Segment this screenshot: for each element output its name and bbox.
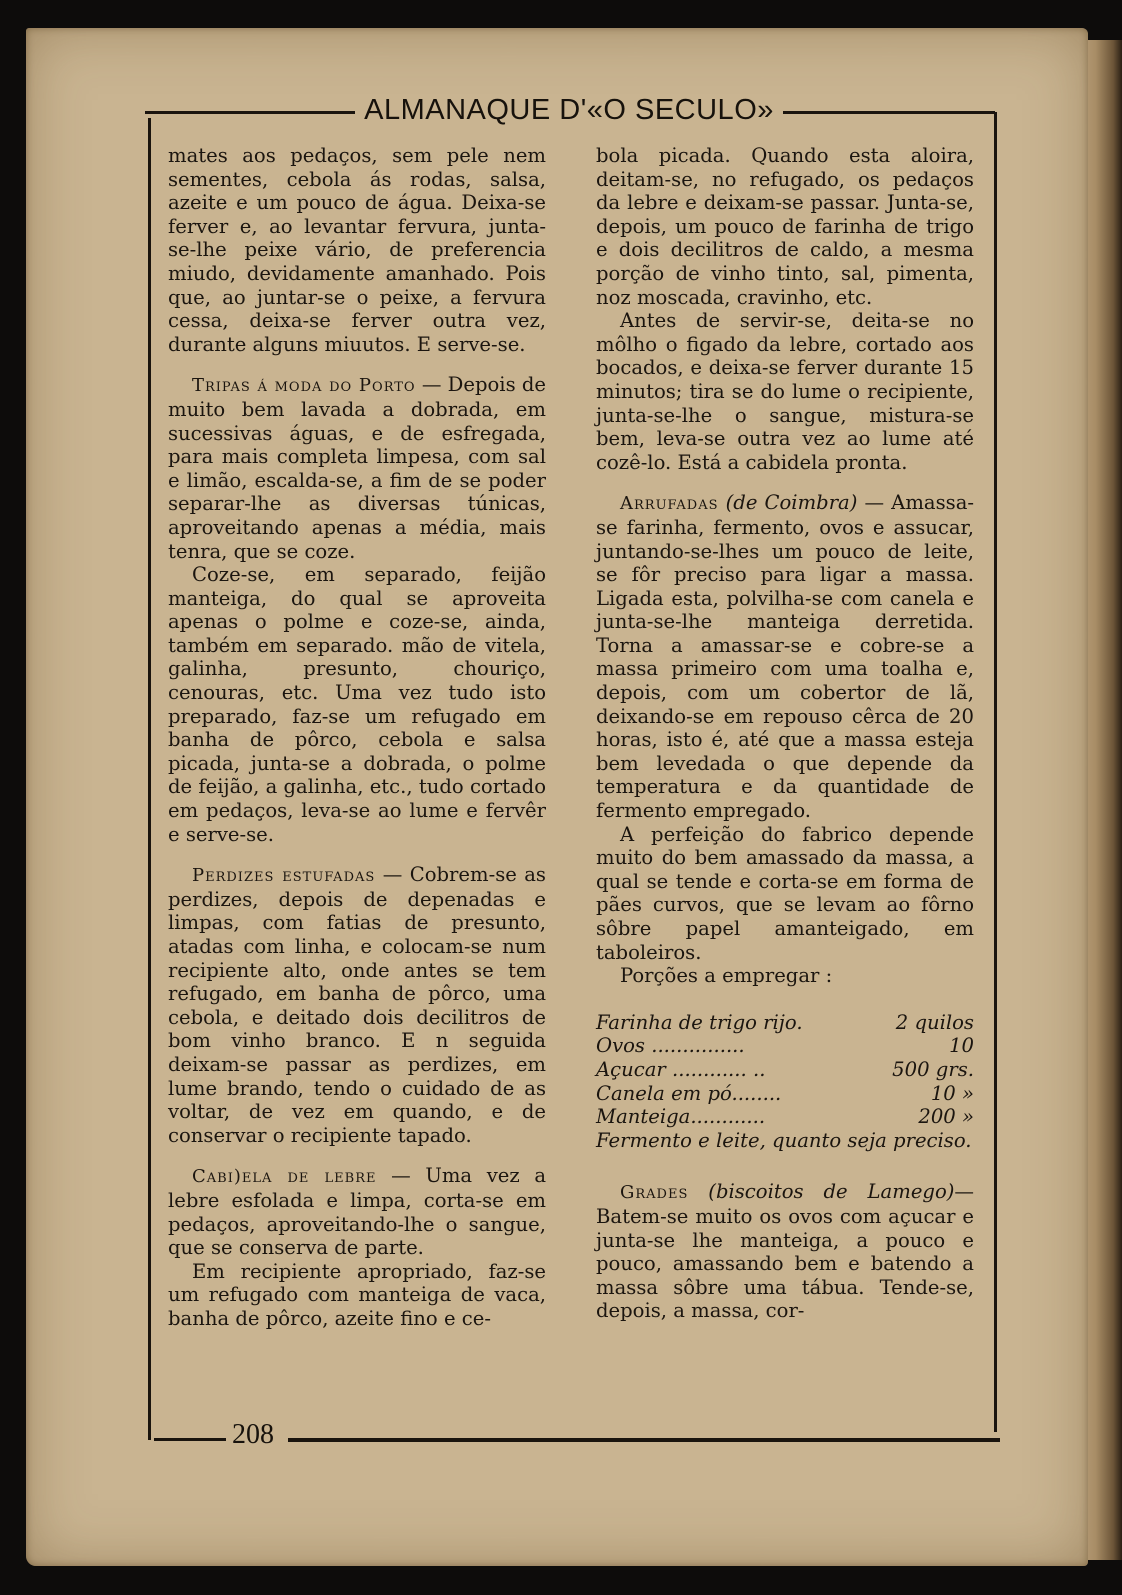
recipe-arrufadas — [596, 491, 974, 822]
recipe-cabidela — [168, 1164, 546, 1259]
page-number: 208 — [232, 1419, 274, 1450]
right-paragraph-2: Antes de servir-se, deita-se no môlho o figado da lebre, cortado aos bocados, e deixa-se ferver durante 15 minutos; tira se do lume o recipiente, junta-se-lhe o sangue, mistura-se bem, leva-se outra vez ao lume até cozê-lo. Está a cabidela pronta. — [596, 309, 974, 474]
ingredient-last-line: Fermento e leite, quanto seja preciso. — [596, 1128, 972, 1152]
recipe-subtitle-grades: (biscoitos de Lamego) — [708, 1180, 955, 1204]
ingredient-qty: 10 » — [930, 1081, 974, 1105]
ingredient-qty: 500 grs. — [892, 1057, 974, 1081]
recipe-tripas — [168, 373, 546, 563]
ingredient-name: Ovos ............... — [596, 1034, 745, 1058]
recipe-arrufadas-paragraph-2: A perfeição do fabrico depende muito do bem amassado da massa, a qual se tende e corta-se em forma de pães curvos, que se levam ao fôrno sôbre papel amanteigado, em taboleiros. — [596, 822, 974, 964]
recipe-cabidela-paragraph-2: Em recipiente apropriado, faz-se um refugado com manteiga de vaca, banha de pôrco, azeite fino e ce- — [168, 1259, 546, 1330]
recipe-title-cabidela: Cabi)ela de lebre — [192, 1166, 377, 1188]
ingredient-name: Açucar ............ .. — [596, 1057, 766, 1081]
left-column — [168, 144, 546, 1331]
footer-rule-left — [154, 1438, 226, 1441]
recipe-grades — [596, 1180, 974, 1323]
recipe-perdizes — [168, 863, 546, 1147]
recipe-title-arrufadas: Arrufadas — [620, 493, 719, 515]
recipe-text-tripas: — Depois de muito bem lavada a dobrada, em sucessivas águas, e de esfregada, para mais completa limpesa, com sal e limão, escalda-se, a fim de se poder separar-lhe as diversas túnicas, aproveitando apenas a média, mais tenra, que se coze. — [168, 373, 546, 563]
portions-heading: Porções a empregar : — [620, 964, 833, 988]
ingredient-qty: 10 — [949, 1034, 974, 1058]
header-rule-right — [783, 111, 995, 114]
ingredient-name: Farinha de trigo rijo. — [596, 1010, 803, 1034]
recipe-text-arrufadas: — Amassa-se farinha, fermento, ovos e assucar, juntando-se-lhes um pouco de leite, se fôr preciso para ligar a massa. Ligada esta, polvilha-se com canela e junta-se-lhe manteiga derretida. Torna a amassar-se e cobre-se a massa primeiro com uma toalha e, depois, com um cobertor de lã, deixando-se em repouso cêrca de 20 horas, isto é, até que a massa esteja bem levedada o que depende da temperatura e da quantidade de fermento empregado. — [596, 491, 974, 823]
ingredient-name: Manteiga............ — [596, 1105, 766, 1129]
running-header — [145, 94, 995, 128]
ingredient-qty: 200 » — [918, 1105, 974, 1129]
recipe-subtitle-arrufadas: (de Coimbra) — [725, 491, 858, 515]
ingredient-row — [596, 1082, 974, 1106]
recipe-text-grades: — Batem-se muito os ovos com açucar e junta-se lhe manteiga, a pouco e pouco, amassando bem e batendo a massa sôbre uma tábua. Tende-se, depois, a massa, cor- — [596, 1180, 974, 1323]
right-border-rule — [994, 112, 997, 1432]
header-rule-left — [145, 111, 355, 114]
header-title: ALMANAQUE D'«O SECULO» — [364, 94, 774, 126]
recipe-title-grades: Grades — [620, 1182, 689, 1204]
right-paragraph-1: bola picada. Quando esta aloira, deitam-se, no refugado, os pedaços da lebre e deixam-se passar. Junta-se, depois, um pouco de farinha de trigo e dois decilitros de caldo, a mesma porção de vinho tinto, sal, pimenta, noz moscada, cravinho, etc. — [596, 144, 974, 309]
recipe-title-perdizes: Perdizes estufadas — [192, 865, 376, 887]
recipe-title-tripas: Tripas á moda do Porto — [192, 375, 416, 397]
recipe-text-cabidela: — Uma vez a lebre esfolada e limpa, corta-se em pedaços, aproveitando-lhe o sangue, que se conserva de parte. — [168, 1164, 546, 1260]
ingredient-row — [596, 1034, 974, 1058]
ingredient-row — [596, 1105, 974, 1129]
footer-rule-right — [288, 1438, 1000, 1442]
ingredients-table — [596, 1011, 974, 1153]
ingredient-row — [596, 1058, 974, 1082]
left-border-rule — [148, 118, 151, 1440]
right-column — [596, 144, 974, 1323]
ingredient-row — [596, 1011, 974, 1035]
recipe-text-perdizes: — Cobrem-se as perdizes, depois de depenadas e limpas, com fatias de presunto, atadas com linha, e colocam-se num recipiente alto, onde antes se tem refugado, em banha de pôrco, uma cebola, e deitado dois decilitros de bom vinho branco. E n seguida deixam-se passar as perdizes, em lume brando, tendo o cuidado de as voltar, de vez em quando, e de conservar o recipiente tapado. — [168, 863, 546, 1147]
recipe-tripas-paragraph-2: Coze-se, em separado, feijão manteiga, do qual se aproveita apenas o polme e coze-se, ainda, também em separado. mão de vitela, galinha, presunto, chouriço, cenouras, etc. Uma vez tudo isto preparado, faz-se um refugado em banha de pôrco, cebola e salsa picada, junta-se a dobrada, o polme de feijão, a galinha, etc., tudo cortado em pedaços, leva-se ao lume e fervêr e serve-se. — [168, 563, 546, 846]
ingredient-name: Canela em pó........ — [596, 1081, 782, 1105]
left-paragraph-1: mates aos pedaços, sem pele nem sementes, cebola ás rodas, salsa, azeite e um pouco de água. Deixa-se ferver e, ao levantar fervura, junta-se-lhe peixe vário, de preferencia miudo, devidamente amanhado. Pois que, ao juntar-se o peixe, a fervura cessa, deixa-se ferver outra vez, durante alguns miuutos. E serve-se. — [168, 144, 546, 356]
ingredient-qty: 2 quilos — [895, 1010, 974, 1034]
